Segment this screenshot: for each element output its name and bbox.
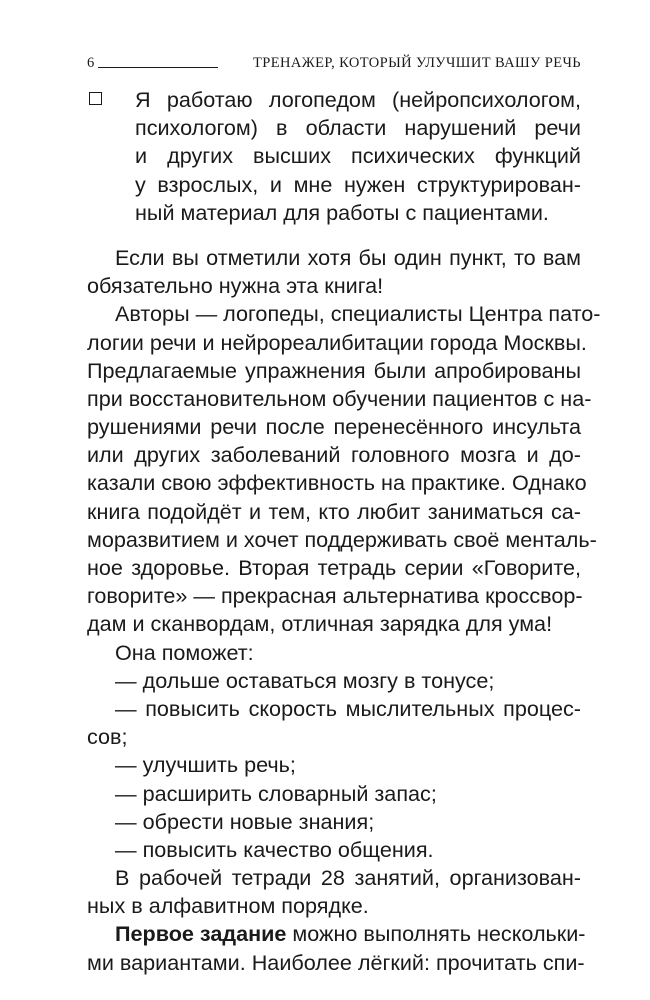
list-item-continuation: сов;: [87, 724, 128, 750]
list-item: — повысить качество общения.: [115, 836, 434, 862]
text-line: логии речи и нейрореалибитации города Москвы.: [87, 329, 587, 355]
paragraph: [87, 920, 586, 976]
paragraph: [87, 244, 581, 300]
text-line: обязательно нужна эта книга!: [87, 273, 384, 299]
text-line: дам и сканвордам, отличная зарядка для ума!: [87, 611, 553, 637]
checkbox-icon[interactable]: [89, 92, 102, 105]
text-line: [87, 920, 586, 948]
text-line: и других высших психических функций: [135, 143, 581, 169]
text-line: ных в алфавитном порядке.: [87, 893, 369, 919]
helps-intro: Она поможет:: [115, 639, 254, 665]
emphasis-lead: Первое задание: [115, 921, 287, 947]
bullet-list: [87, 667, 581, 864]
page-number: 6: [87, 55, 95, 71]
text-line: Предлагаемые упражнения были апробированы: [87, 357, 581, 383]
page-body: [87, 86, 601, 977]
text-line: психологом) в области нарушений речи: [135, 115, 581, 141]
text-line: книга подойдёт и тем, кто любит заниматься са-: [87, 498, 581, 524]
text-line: при восстановительном обучении пациентов с на-: [87, 385, 592, 411]
running-title: ТРЕНАЖЕР, КОТОРЫЙ УЛУЧШИТ ВАШУ РЕЧЬ: [253, 55, 581, 71]
text-line: у взрослых, и мне нужен структурирован-: [135, 171, 581, 197]
text-run: можно выполнять нескольки-: [286, 921, 586, 947]
text-line: ное здоровье. Вторая тетрадь серии «Говорите,: [87, 555, 581, 580]
list-item: — повысить скорость мыслительных процес-: [115, 695, 581, 721]
list-item: — дольше оставаться мозгу в тонусе;: [115, 667, 495, 693]
text-line: говорите» — прекрасная альтернатива кроссвор-: [87, 583, 583, 609]
checklist-item: [87, 86, 581, 227]
text-line: ный материал для работы с пациентами.: [135, 199, 549, 225]
text-line: ми вариантами. Наиболее лёгкий: прочитать спи-: [87, 949, 585, 975]
text-line: казали свою эффективность на практике. Однако: [87, 470, 587, 496]
list-item: — обрести новые знания;: [115, 808, 375, 834]
paragraph: [87, 300, 601, 638]
checklist-item-text: [135, 86, 581, 227]
list-item: — расширить словарный запас;: [115, 780, 437, 806]
text-line: Я работаю логопедом (нейропсихологом,: [135, 87, 581, 112]
text-line: или других заболеваний головного мозга и до-: [87, 442, 581, 468]
text-line: В рабочей тетради 28 занятий, организован-: [115, 865, 581, 891]
text-line: Авторы — логопеды, специалисты Центра пато-: [115, 301, 601, 327]
text-line: моразвитием и хочет поддерживать своё менталь-: [87, 526, 597, 552]
running-header: [87, 50, 581, 72]
text-line: Если вы отметили хотя бы один пункт, то вам: [115, 244, 581, 270]
text-line: рушениями речи после перенесённого инсульта: [87, 414, 581, 440]
header-rule: [98, 67, 218, 68]
paragraph: [87, 864, 581, 920]
list-item: — улучшить речь;: [115, 752, 296, 778]
